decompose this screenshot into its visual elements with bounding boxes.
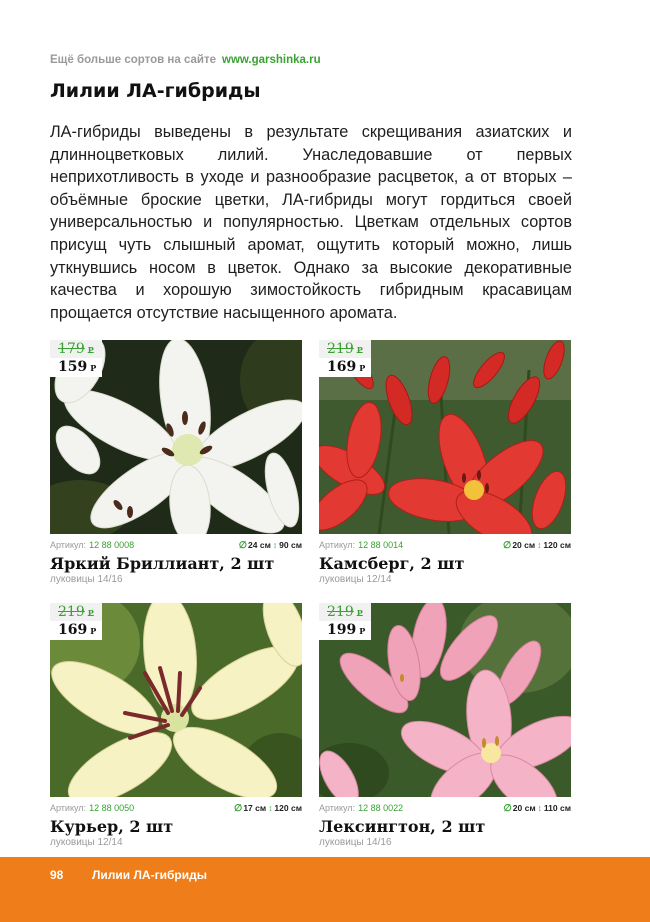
article-code: 12 88 0014 <box>358 540 404 550</box>
product-name[interactable]: Лексингтон, 2 шт <box>319 817 486 836</box>
article-code: 12 88 0050 <box>89 803 135 813</box>
product-name[interactable]: Курьер, 2 шт <box>50 817 174 836</box>
product-photo <box>319 603 571 797</box>
article-code: 12 88 0022 <box>358 803 404 813</box>
article-label: Артикул: <box>319 803 356 813</box>
product-name[interactable]: Камсберг, 2 шт <box>319 554 465 573</box>
product-meta <box>50 801 302 815</box>
site-link[interactable]: www.garshinka.ru <box>222 54 321 66</box>
bulb-size: луковицы 12/14 <box>319 574 392 585</box>
price-tag <box>50 603 102 640</box>
height-icon: ↕ <box>268 803 273 813</box>
diameter-icon: ∅ <box>234 803 243 814</box>
product-card[interactable] <box>319 340 571 586</box>
current-price: 169 Р <box>327 359 366 375</box>
product-sizes: ∅24 см ↕ 90 см <box>238 540 302 551</box>
current-price: 199 Р <box>327 622 366 638</box>
product-photo <box>319 340 571 534</box>
diameter-icon: ∅ <box>503 803 512 814</box>
old-price: 179 Р <box>50 340 102 358</box>
article-label: Артикул: <box>319 540 356 550</box>
diameter-icon: ∅ <box>238 540 248 551</box>
article-label: Артикул: <box>50 540 87 550</box>
product-photo <box>50 340 302 534</box>
promo-text: Ещё больше сортов на сайте <box>50 54 216 66</box>
product-card[interactable] <box>319 603 571 849</box>
intro-paragraph: ЛА-гибриды выведены в результате скрещивания азиатских и длинноцветковых лилий. Унаследовавшие от первых неприхотливость в уходе и разнообразие расцветок, а от вторых – объёмные броские цветки, ЛА-гибриды могут гордиться своей универсальностью и популярностью. Цветкам отдельных сортов присущ чуть слышный аромат, ощутить который можно, лишь уткнувшись носом в цветок. Однако за высокие декоративные качества и хорошую зимостойкость гибридным красавицам прощается отсутствие насыщенного аромата. <box>50 123 572 322</box>
page-number: 98 <box>50 868 64 882</box>
height-icon: ↕ <box>537 803 542 813</box>
product-card[interactable] <box>50 340 302 586</box>
price-tag <box>319 603 371 640</box>
old-price: 219 Р <box>50 603 102 621</box>
height-icon: ↕ <box>537 540 542 550</box>
current-price: 159 Р <box>58 359 97 375</box>
bulb-size: луковицы 14/16 <box>319 837 392 848</box>
page-title: Лилии ЛА-гибриды <box>50 80 261 102</box>
height-icon: ↕ <box>272 540 278 550</box>
bulb-size: луковицы 12/14 <box>50 837 123 848</box>
product-meta <box>50 538 302 552</box>
bulb-size: луковицы 14/16 <box>50 574 123 585</box>
footer-title: Лилии ЛА-гибриды <box>92 868 207 882</box>
current-price: 169 Р <box>58 622 97 638</box>
old-price: 219 Р <box>319 340 371 358</box>
site-promo <box>50 54 321 66</box>
product-card[interactable] <box>50 603 302 849</box>
old-price: 219 Р <box>319 603 371 621</box>
page-footer <box>0 857 650 922</box>
product-meta <box>319 801 571 815</box>
product-sizes: ∅17 см ↕ 120 см <box>234 803 302 814</box>
article-code: 12 88 0008 <box>89 540 135 550</box>
diameter-icon: ∅ <box>503 540 512 551</box>
article-label: Артикул: <box>50 803 87 813</box>
product-name[interactable]: Яркий Бриллиант, 2 шт <box>50 554 275 573</box>
product-sizes: ∅20 см ↕ 110 см <box>503 803 571 814</box>
price-tag <box>319 340 371 377</box>
product-sizes: ∅20 см ↕ 120 см <box>503 540 571 551</box>
product-photo <box>50 603 302 797</box>
product-meta <box>319 538 571 552</box>
price-tag <box>50 340 102 377</box>
